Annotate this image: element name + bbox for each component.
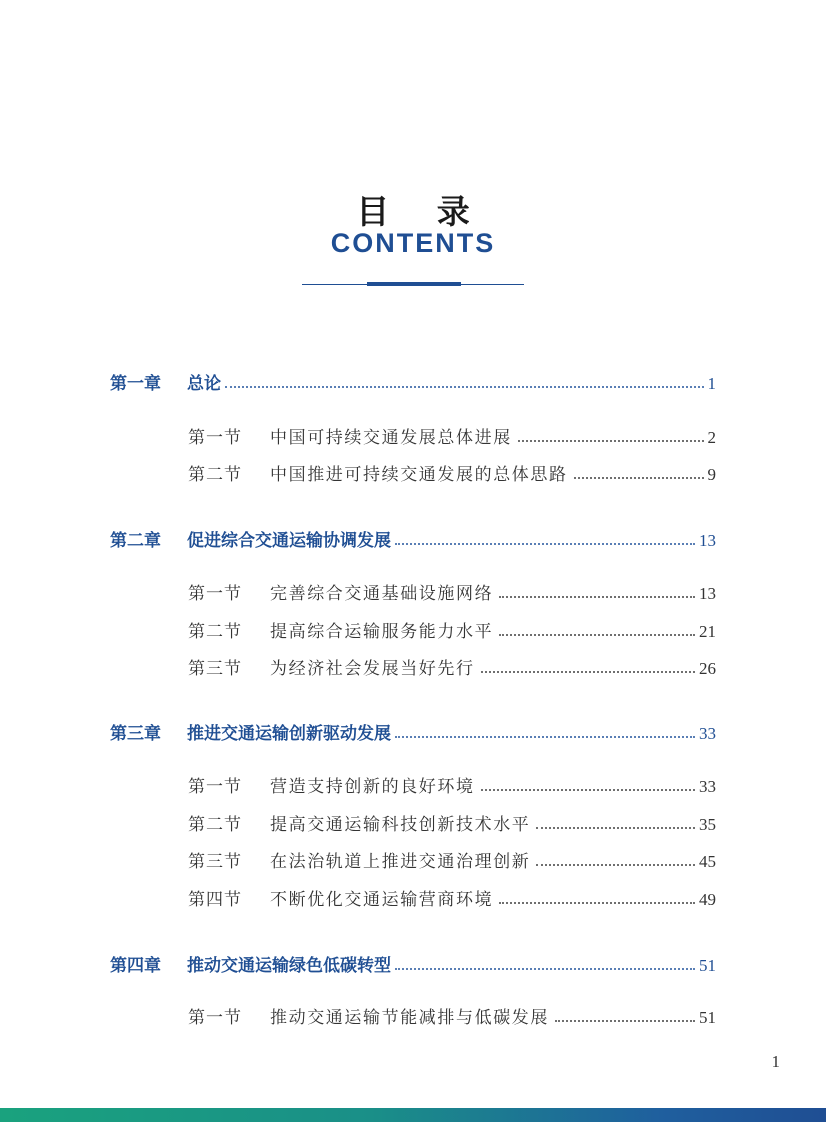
dot-leader	[536, 827, 695, 829]
section-number: 第一节	[188, 584, 242, 604]
section-title: 不断优化交通运输营商环境	[270, 890, 494, 910]
dot-leader	[555, 1020, 695, 1022]
dot-leader	[395, 543, 695, 545]
section-title: 营造支持创新的良好环境	[270, 777, 475, 797]
dot-leader	[481, 671, 695, 673]
section-title: 中国推进可持续交通发展的总体思路	[270, 465, 568, 485]
section-number: 第一节	[188, 428, 242, 448]
section-title: 为经济社会发展当好先行	[270, 659, 475, 679]
page-number: 51	[699, 956, 716, 975]
footer-color-bar	[0, 1108, 826, 1122]
section-number: 第三节	[188, 659, 242, 679]
section-title: 提高综合运输服务能力水平	[270, 622, 494, 642]
page-number: 1	[707, 374, 716, 393]
page-title-chinese: 目 录	[356, 192, 488, 231]
section-title: 完善综合交通基础设施网络	[270, 584, 494, 604]
section-title: 提高交通运输科技创新技术水平	[270, 815, 531, 835]
chapter-title: 推动交通运输绿色低碳转型	[187, 956, 391, 976]
dot-leader	[499, 596, 695, 598]
toc-section-4-1[interactable]	[188, 1002, 716, 1028]
dot-leader	[499, 902, 695, 904]
toc-section-1-1[interactable]	[188, 422, 716, 448]
chapter-number: 第一章	[110, 374, 161, 394]
page-number: 21	[699, 622, 716, 641]
page-number: 13	[699, 531, 716, 550]
title-underline-accent	[367, 282, 461, 286]
toc-section-3-3[interactable]	[188, 846, 716, 872]
page-number: 13	[699, 584, 716, 603]
toc-section-2-2[interactable]	[188, 616, 716, 642]
chapter-number: 第二章	[110, 531, 161, 551]
section-number: 第一节	[188, 777, 242, 797]
toc-chapter-1[interactable]	[110, 368, 716, 394]
dot-leader	[225, 386, 704, 388]
dot-leader	[518, 440, 704, 442]
toc-chapter-3[interactable]	[110, 718, 716, 744]
chapter-number: 第四章	[110, 956, 161, 976]
page-number: 49	[699, 890, 716, 909]
section-number: 第三节	[188, 852, 242, 872]
toc-section-2-3[interactable]	[188, 653, 716, 679]
page-number: 35	[699, 815, 716, 834]
toc-section-1-2[interactable]	[188, 459, 716, 485]
section-title: 推动交通运输节能减排与低碳发展	[270, 1008, 549, 1028]
dot-leader	[395, 736, 695, 738]
chapter-number: 第三章	[110, 724, 161, 744]
dot-leader	[395, 968, 695, 970]
toc-section-3-1[interactable]	[188, 771, 716, 797]
section-title: 中国可持续交通发展总体进展	[270, 428, 512, 448]
toc-chapter-2[interactable]	[110, 525, 716, 551]
section-number: 第四节	[188, 890, 242, 910]
page-number: 33	[699, 724, 716, 743]
page-number: 33	[699, 777, 716, 796]
toc-section-2-1[interactable]	[188, 578, 716, 604]
page-number: 2	[707, 428, 716, 447]
section-title: 在法治轨道上推进交通治理创新	[270, 852, 531, 872]
section-number: 第二节	[188, 815, 242, 835]
page-number: 26	[699, 659, 716, 678]
page-folio: 1	[771, 1052, 780, 1071]
dot-leader	[536, 864, 695, 866]
toc-section-3-4[interactable]	[188, 884, 716, 910]
section-number: 第二节	[188, 622, 242, 642]
dot-leader	[481, 789, 695, 791]
dot-leader	[499, 634, 695, 636]
section-number: 第一节	[188, 1008, 242, 1028]
dot-leader	[574, 477, 704, 479]
toc-section-3-2[interactable]	[188, 809, 716, 835]
page-title-english: CONTENTS	[330, 228, 496, 258]
page-number: 9	[707, 465, 716, 484]
chapter-title: 推进交通运输创新驱动发展	[187, 724, 391, 744]
section-number: 第二节	[188, 465, 242, 485]
page-number: 45	[699, 852, 716, 871]
chapter-title: 促进综合交通运输协调发展	[187, 531, 391, 551]
toc-chapter-4[interactable]	[110, 950, 716, 976]
page-number: 51	[699, 1008, 716, 1027]
chapter-title: 总论	[187, 374, 221, 394]
